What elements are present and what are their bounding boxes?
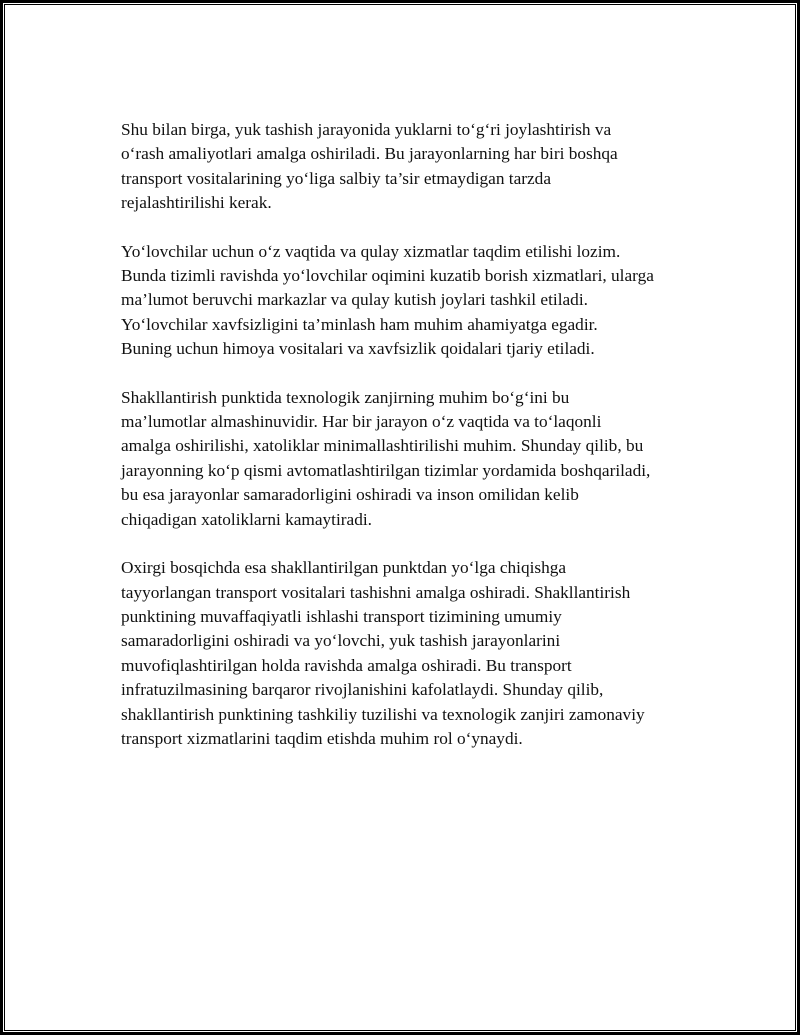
text-line: chiqadigan xatoliklarni kamaytiradi. — [121, 509, 372, 529]
text-line: jarayonning ko‘p qismi avtomatlashtirilgan tizimlar yordamida boshqariladi, — [121, 460, 651, 480]
text-line: bu esa jarayonlar samaradorligini oshiradi va inson omilidan kelib — [121, 485, 579, 505]
text-line: Shakllantirish punktida texnologik zanjirning muhim bo‘g‘ini bu — [121, 387, 570, 407]
text-line: Shu bilan birga, yuk tashish jarayonida yuklarni to‘g‘ri joylashtirish va — [121, 120, 612, 139]
text-line: transport xizmatlarini taqdim etishda muhim rol o‘ynaydi. — [121, 728, 523, 748]
paragraph-3 — [121, 386, 721, 532]
text-line: amalga oshirilishi, xatoliklar minimallashtirilishi muhim. Shunday qilib, bu — [121, 436, 644, 456]
text-line: Buning uchun himoya vositalari va xavfsizlik qoidalari tjariy etiladi. — [121, 339, 595, 359]
text-line: transport vositalarining yo‘liga salbiy ta’sir etmaydigan tarzda — [121, 168, 551, 188]
text-line: shakllantirish punktining tashkiliy tuzilishi va texnologik zanjiri zamonaviy — [121, 704, 645, 724]
text-line: ma’lumot beruvchi markazlar va qulay kutish joylari tashkil etiladi. — [121, 290, 588, 310]
text-line: ma’lumotlar almashinuvidir. Har bir jarayon o‘z vaqtida va to‘laqonli — [121, 412, 602, 432]
text-line: infratuzilmasining barqaror rivojlanishini kafolatlaydi. Shunday qilib, — [121, 680, 604, 700]
paragraph-2 — [121, 240, 721, 362]
text-line: Oxirgi bosqichda esa shakllantirilgan punktdan yo‘lga chiqishga — [121, 558, 567, 578]
text-line: punktining muvaffaqiyatli ishlashi transport tizimining umumiy — [121, 606, 562, 626]
text-line: Yo‘lovchilar xavfsizligini ta’minlash ham muhim ahamiyatga egadir. — [121, 314, 598, 334]
text-line: muvofiqlashtirilgan holda ravishda amalga oshiradi. Bu transport — [121, 655, 572, 675]
text-line: rejalashtirilishi kerak. — [121, 193, 272, 213]
text-line: tayyorlangan transport vositalari tashishni amalga oshiradi. Shakllantirish — [121, 582, 631, 602]
text-line: Yo‘lovchilar uchun o‘z vaqtida va qulay xizmatlar taqdim etilishi lozim. — [121, 241, 621, 261]
text-line: o‘rash amaliyotlari amalga oshiriladi. Bu jarayonlarning har biri boshqa — [121, 144, 618, 164]
paragraph-1 — [121, 118, 721, 216]
text-line: Bunda tizimli ravishda yo‘lovchilar oqimini kuzatib borish xizmatlari, ularga — [121, 266, 654, 286]
paragraph-4 — [121, 556, 721, 751]
document-body — [121, 118, 721, 775]
text-line: samaradorligini oshiradi va yo‘lovchi, yuk tashish jarayonlarini — [121, 631, 561, 651]
